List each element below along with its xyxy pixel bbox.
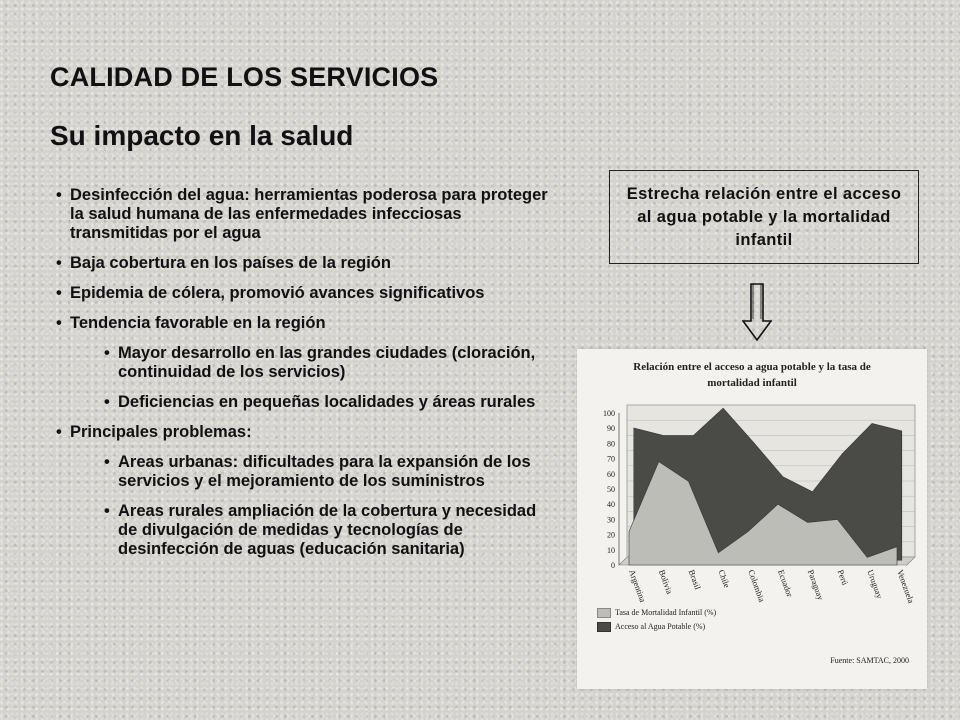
x-tick-label: Paraguay: [805, 568, 827, 602]
legend-label: Tasa de Mortalidad Infantil (%): [615, 608, 717, 617]
chart-source: Fuente: SAMTAC, 2000: [830, 656, 909, 665]
x-tick-label: Argentina: [627, 568, 649, 604]
x-tick-label: Uruguay: [865, 568, 885, 600]
sub-bullet-item: • Deficiencias en pequeñas localidades y áreas rurales: [56, 393, 556, 412]
down-arrow-icon: [742, 283, 772, 341]
x-tick-label: Venezuela: [895, 568, 917, 605]
legend-item: [597, 608, 716, 618]
legend-swatch: [597, 608, 611, 618]
x-tick-label: Perú: [835, 568, 851, 587]
legend-label: Acceso al Agua Potable (%): [615, 622, 706, 631]
y-tick-label: 20: [607, 530, 615, 540]
bullet-item: • Desinfección del agua: herramientas poderosa para proteger la salud humana de las enfermedades infecciosas transmitidas por el agua: [56, 186, 556, 243]
callout-text: Estrecha relación entre el acceso al agua potable y la mortalidad infantil: [626, 184, 902, 249]
y-tick-label: 70: [607, 454, 615, 464]
x-tick-label: Ecuador: [776, 568, 796, 599]
sub-bullet-item: • Areas urbanas: dificultades para la expansión de los servicios y el mejoramiento de los suministros: [56, 453, 556, 491]
chart-title: Relación entre el acceso a agua potable y la tasa de mortalidad infantil: [633, 361, 871, 389]
y-tick-label: 100: [603, 409, 615, 418]
bullet-list: [56, 186, 556, 570]
legend-swatch: [597, 622, 611, 632]
bullet-item: • Tendencia favorable en la región: [56, 314, 556, 333]
legend-item: [597, 622, 705, 632]
y-tick-label: 40: [607, 500, 615, 510]
y-tick-label: 50: [607, 485, 615, 494]
y-tick-label: 90: [607, 424, 615, 434]
y-tick-label: 10: [607, 545, 615, 555]
y-tick-label: 0: [611, 561, 615, 570]
bullet-item: • Baja cobertura en los países de la región: [56, 254, 556, 273]
x-tick-label: Colombia: [746, 568, 768, 604]
x-tick-label: Chile: [716, 568, 733, 589]
chart-image: [577, 349, 927, 689]
x-tick-label: Brasil: [686, 568, 704, 591]
bullet-item: • Principales problemas:: [56, 423, 556, 442]
sub-bullet-item: • Areas rurales ampliación de la cobertura y necesidad de divulgación de medidas y tecnologías de desinfección de aguas (educación sanitaria): [56, 502, 556, 559]
x-tick-label: Bolivia: [656, 568, 675, 596]
page-subtitle: Su impacto en la salud: [50, 120, 354, 151]
page-title: CALIDAD DE LOS SERVICIOS: [50, 62, 439, 92]
bullet-item: • Epidemia de cólera, promovió avances significativos: [56, 284, 556, 303]
area-chart: [577, 349, 927, 689]
callout-box: [609, 170, 919, 264]
y-tick-label: 30: [607, 515, 615, 525]
y-tick-label: 80: [607, 439, 615, 449]
sub-bullet-item: • Mayor desarrollo en las grandes ciudades (cloración, continuidad de los servicios): [56, 344, 556, 382]
y-tick-label: 60: [607, 469, 615, 479]
